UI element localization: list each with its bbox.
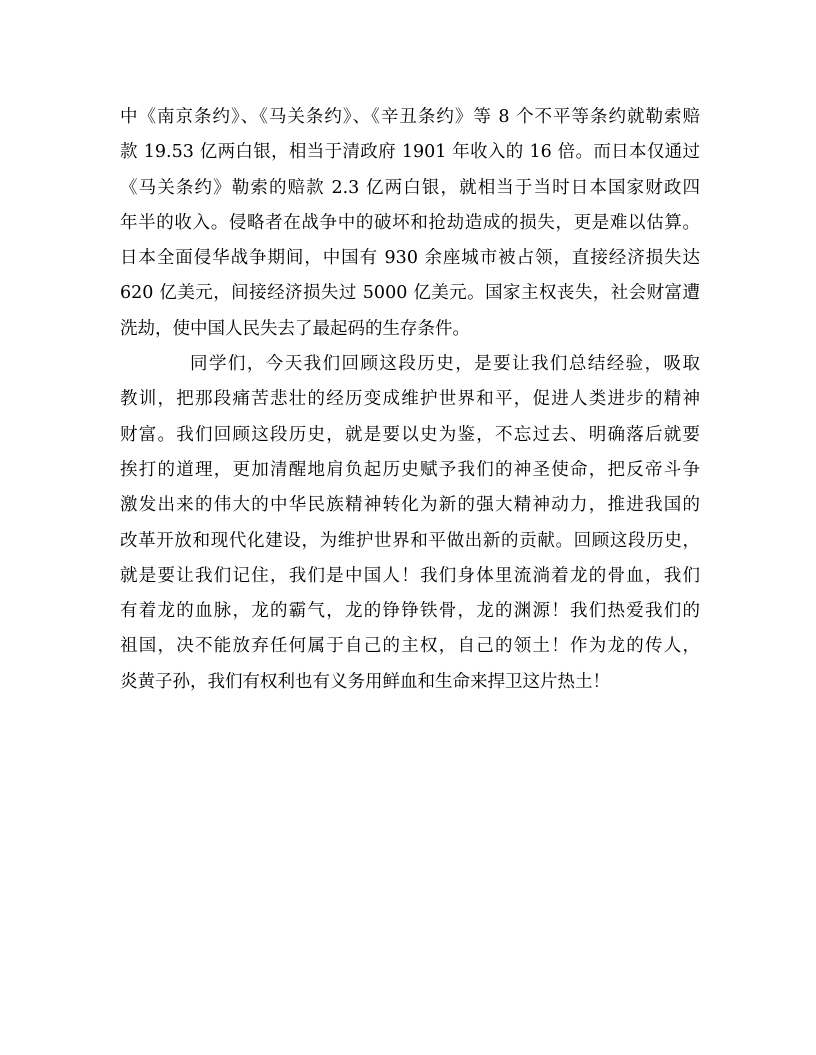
text-line: 款 19.53 亿两白银，相当于清政府 1901 年收入的 16 倍。而日本仅通过 [120, 142, 700, 163]
paragraph-2 [120, 347, 700, 700]
text-line: 就是要让我们记住，我们是中国人！我们身体里流淌着龙的骨血，我们 [120, 565, 700, 586]
text-line: 炎黄子孙，我们有权利也有义务用鲜血和生命来捍卫这片热土！ [120, 671, 610, 692]
text-line: 同学们，今天我们回顾这段历史，是要让我们总结经验，吸取 [190, 354, 700, 375]
text-line: 洗劫，使中国人民失去了最起码的生存条件。 [120, 318, 470, 339]
text-line: 祖国，决不能放弃任何属于自己的主权，自己的领土！作为龙的传人， [120, 636, 700, 657]
text-line: 年半的收入。侵略者在战争中的破坏和抢劫造成的损失，更是难以估算。 [120, 212, 700, 233]
text-line: 改革开放和现代化建设，为维护世界和平做出新的贡献。回顾这段历史， [120, 530, 700, 551]
body-text [120, 100, 700, 700]
text-line: 《马关条约》勒索的赔款 2.3 亿两白银，就相当于当时日本国家财政四 [120, 177, 700, 198]
text-line: 挨打的道理，更加清醒地肩负起历史赋予我们的神圣使命，把反帝斗争 [120, 459, 700, 480]
paragraph-1 [120, 100, 700, 347]
text-line: 财富。我们回顾这段历史，就是要以史为鉴，不忘过去、明确落后就要 [120, 424, 700, 445]
text-line: 日本全面侵华战争期间，中国有 930 余座城市被占领，直接经济损失达 [120, 248, 700, 269]
text-line: 有着龙的血脉，龙的霸气，龙的铮铮铁骨，龙的渊源！我们热爱我们的 [120, 601, 700, 622]
text-line: 教训，把那段痛苦悲壮的经历变成维护世界和平，促进人类进步的精神 [120, 389, 700, 410]
text-line: 620 亿美元，间接经济损失过 5000 亿美元。国家主权丧失，社会财富遭 [120, 283, 700, 304]
text-line: 激发出来的伟大的中华民族精神转化为新的强大精神动力，推进我国的 [120, 495, 700, 516]
text-line: 中《南京条约》、《马关条约》、《辛丑条约》等 8 个不平等条约就勒索赔 [120, 107, 700, 127]
